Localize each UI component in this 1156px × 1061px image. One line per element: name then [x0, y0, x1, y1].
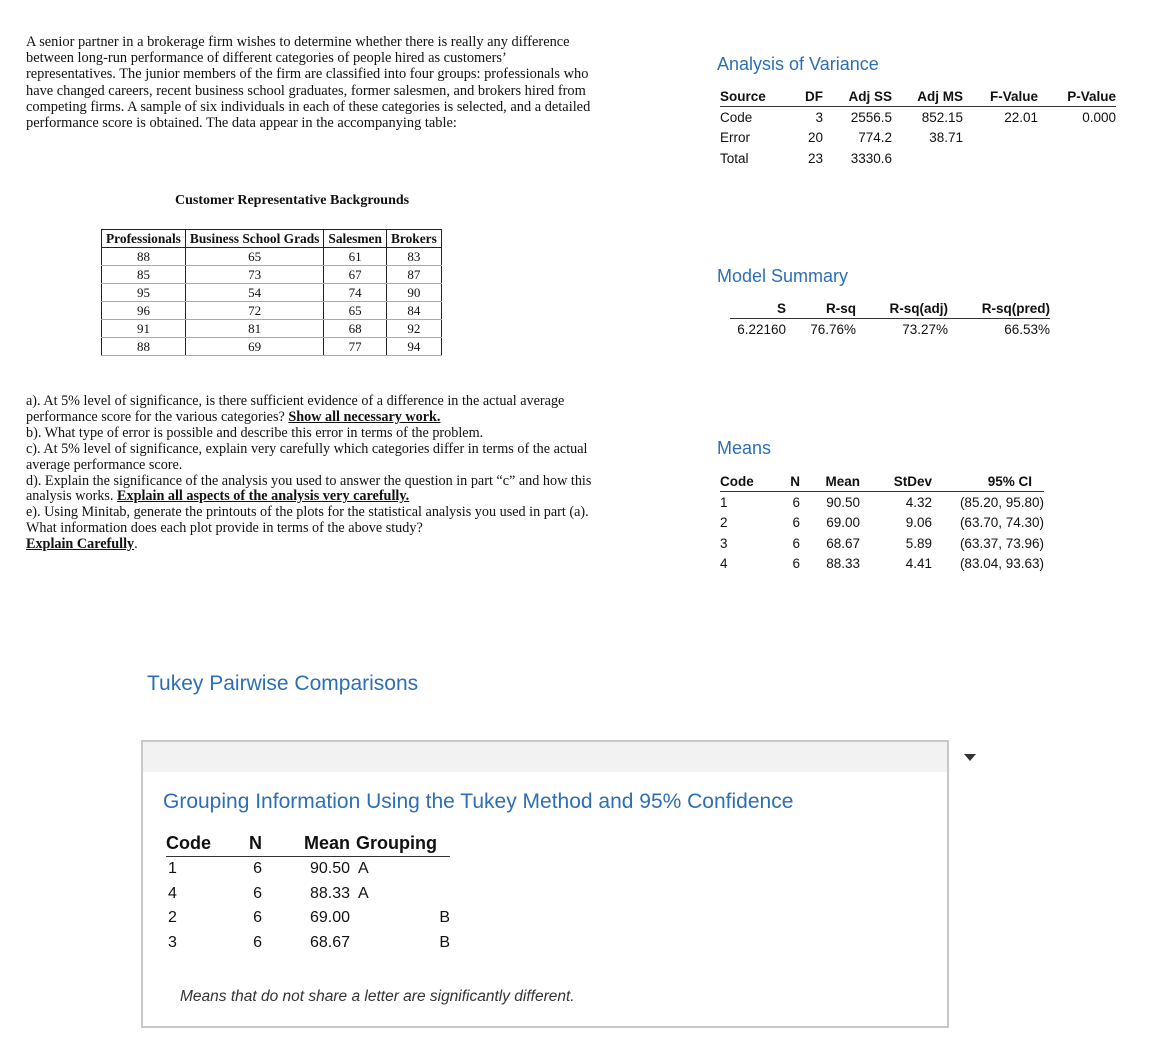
customer-table: [101, 229, 442, 356]
question-a-emphasis: Show all necessary work.: [288, 408, 441, 425]
question-d: [26, 474, 601, 506]
grouping-header-row: [166, 830, 450, 857]
means-header-stdev: StDev: [860, 471, 932, 492]
table-cell: 3330.6: [850, 150, 892, 166]
table-cell: 69: [185, 338, 323, 356]
table-cell: 88.33: [826, 556, 860, 572]
table-cell: 6: [792, 494, 800, 510]
table-row: [720, 533, 1044, 554]
table-cell: 65: [324, 302, 387, 320]
table-row: [730, 319, 1050, 340]
grouping-header-n: N: [228, 830, 262, 857]
grouping-header-grouping: Grouping: [350, 830, 450, 857]
grouping-title: Grouping Information Using the Tukey Method and 95% Confidence: [163, 790, 794, 813]
customer-table-title: Customer Representative Backgrounds: [175, 193, 410, 208]
table-cell: 90.50: [826, 494, 860, 510]
means-header-n: N: [770, 471, 800, 492]
grouping-letter: [350, 931, 390, 956]
table-cell: 88.33: [309, 884, 350, 902]
table-cell: [892, 148, 963, 169]
grouping-letter: [390, 857, 450, 882]
table-row: [720, 128, 1116, 149]
dropdown-arrow-icon[interactable]: [964, 754, 976, 761]
table-cell: 72: [185, 302, 323, 320]
grouping-header-mean: Mean: [262, 830, 350, 857]
table-cell: 77: [324, 338, 387, 356]
table-cell: 83: [386, 248, 441, 266]
table-cell: 73: [185, 266, 323, 284]
table-row: [166, 931, 450, 956]
model-header-r-sq: R-sq: [786, 298, 856, 319]
table-cell: 774.2: [858, 130, 892, 146]
table-row: [102, 302, 442, 320]
table-cell: 84: [386, 302, 441, 320]
table-row: [720, 554, 1044, 575]
anova-header-adj-ss: Adj SS: [823, 86, 892, 107]
table-cell: [1038, 128, 1116, 149]
grouping-letter: [350, 906, 390, 931]
model-summary-table: [730, 298, 1050, 340]
question-e-emphasis: Explain Carefully: [26, 536, 135, 553]
table-cell: 4: [720, 556, 728, 572]
question-e-text: e). Using Minitab, generate the printouts of the plots for the statistical analysis you used in part (a). What information does each plot provide in terms of the above study?: [26, 504, 589, 537]
table-cell: 20: [807, 130, 823, 146]
table-cell: 96: [102, 302, 186, 320]
table-cell: 95: [102, 284, 186, 302]
means-table: [720, 471, 1044, 574]
table-cell: (83.04, 93.63): [959, 556, 1044, 572]
table-cell: 0.000: [1082, 109, 1116, 125]
table-cell: 6: [253, 860, 262, 878]
table-cell: 6.22160: [737, 321, 786, 337]
table-row: [720, 513, 1044, 534]
table-cell: [1038, 148, 1116, 169]
table-cell: 66.53%: [1004, 321, 1050, 337]
table-cell: Code: [720, 109, 753, 125]
model-header-s: S: [730, 298, 786, 319]
table-cell: 9.06: [905, 515, 932, 531]
means-header-mean: Mean: [800, 471, 860, 492]
table-cell: 6: [792, 556, 800, 572]
question-e: [26, 505, 601, 553]
header-salesmen: Salesmen: [324, 230, 387, 248]
table-cell: 69.00: [826, 515, 860, 531]
question-a: [26, 394, 601, 426]
anova-header-source: Source: [720, 86, 784, 107]
table-cell: 6: [253, 884, 262, 902]
anova-header-f-value: F-Value: [963, 86, 1038, 107]
grouping-letter: B: [439, 933, 450, 951]
table-cell: 2: [720, 515, 728, 531]
table-cell: 38.71: [929, 130, 963, 146]
grouping-header-code: Code: [166, 830, 228, 857]
table-row: [720, 492, 1044, 513]
anova-header-df: DF: [784, 86, 823, 107]
table-row: [720, 107, 1116, 128]
model-summary-title: Model Summary: [717, 266, 849, 286]
grouping-table: [166, 830, 450, 955]
table-cell: 87: [386, 266, 441, 284]
table-cell: 22.01: [1004, 109, 1038, 125]
table-cell: 91: [102, 320, 186, 338]
table-cell: 88: [102, 248, 186, 266]
anova-header-row: [720, 86, 1116, 107]
table-row: [102, 320, 442, 338]
grouping-letter: B: [439, 909, 450, 927]
questions: [26, 394, 601, 553]
table-cell: 68.67: [826, 535, 860, 551]
means-title: Means: [717, 438, 772, 458]
model-header-r-sq-pred: R-sq(pred): [948, 298, 1050, 319]
tukey-panel: [141, 740, 949, 1028]
tukey-panel-header: [143, 742, 947, 772]
question-d-text: d). Explain the significance of the analysis you used to answer the question in part “c” and how this analysis works.: [26, 472, 592, 505]
table-cell: Error: [720, 130, 750, 146]
table-cell: [963, 128, 1038, 149]
table-cell: [963, 148, 1038, 169]
question-c: c). At 5% level of significance, explain very carefully which categories differ in terms of the actual average performance score.: [26, 440, 588, 473]
question-b: b). What type of error is possible and describe this error in terms of the problem.: [26, 424, 484, 441]
table-cell: 92: [386, 320, 441, 338]
table-cell: (63.37, 73.96): [959, 535, 1044, 551]
table-cell: 1: [720, 494, 728, 510]
question-e-period: .: [134, 536, 138, 553]
grouping-letter: A: [358, 860, 369, 878]
table-row: [102, 266, 442, 284]
header-business-school-grads: Business School Grads: [185, 230, 323, 248]
problem-intro: A senior partner in a brokerage firm wishes to determine whether there is really any difference between long-run performance of different categories of people hired as customers’ representatives. The junior members of the firm are classified into four groups: professionals who have changed careers, recent business school graduates, former salesmen, and brokers hired from competing firms. A sample of six individuals in each of these categories is selected, and a detailed performance score is obtained. The data appear in the accompanying table:: [26, 34, 591, 132]
anova-header-p-value: P-Value: [1038, 86, 1116, 107]
table-cell: 6: [253, 909, 262, 927]
tukey-title: Tukey Pairwise Comparisons: [147, 672, 419, 695]
table-cell: 2: [168, 909, 177, 927]
table-cell: 67: [324, 266, 387, 284]
table-cell: Total: [720, 150, 749, 166]
means-header-row: [720, 471, 1044, 492]
table-cell: 2556.5: [850, 109, 892, 125]
table-cell: 90.50: [309, 860, 350, 878]
table-cell: 85: [102, 266, 186, 284]
table-cell: 68: [324, 320, 387, 338]
table-cell: (63.70, 74.30): [959, 515, 1044, 531]
table-cell: 88: [102, 338, 186, 356]
grouping-letter: A: [358, 884, 369, 902]
anova-table: [720, 86, 1116, 169]
table-cell: 4.32: [905, 494, 932, 510]
anova-title: Analysis of Variance: [717, 54, 879, 74]
table-cell: 4.41: [905, 556, 932, 572]
table-cell: 6: [792, 515, 800, 531]
table-cell: 69.00: [309, 909, 350, 927]
table-cell: 5.89: [905, 535, 932, 551]
table-cell: 3: [720, 535, 728, 551]
table-cell: 74: [324, 284, 387, 302]
model-header-r-sq-adj: R-sq(adj): [856, 298, 948, 319]
header-brokers: Brokers: [386, 230, 441, 248]
table-row: [166, 906, 450, 931]
table-cell: 68.67: [309, 933, 350, 951]
table-row: [720, 148, 1116, 169]
table-cell: 81: [185, 320, 323, 338]
table-cell: (85.20, 95.80): [959, 494, 1044, 510]
means-header-ci: 95% CI: [932, 471, 1044, 492]
table-row: [102, 338, 442, 356]
table-cell: 852.15: [921, 109, 963, 125]
table-cell: 4: [168, 884, 177, 902]
grouping-letter: [390, 882, 450, 907]
model-summary-header-row: [730, 298, 1050, 319]
table-cell: 94: [386, 338, 441, 356]
table-cell: 76.76%: [810, 321, 856, 337]
table-cell: 1: [168, 860, 177, 878]
grouping-note: Means that do not share a letter are significantly different.: [180, 988, 575, 1005]
table-cell: 54: [185, 284, 323, 302]
table-cell: 3: [815, 109, 823, 125]
table-cell: 3: [168, 933, 177, 951]
table-cell: 73.27%: [902, 321, 948, 337]
anova-header-adj-ms: Adj MS: [892, 86, 963, 107]
table-cell: 6: [792, 535, 800, 551]
question-a-text: a). At 5% level of significance, is there sufficient evidence of a difference in the actual average performance score for the various categories?: [26, 393, 565, 425]
customer-table-header-row: [102, 230, 442, 248]
table-row: [102, 248, 442, 266]
table-row: [166, 857, 450, 882]
table-cell: 65: [185, 248, 323, 266]
table-cell: 23: [807, 150, 823, 166]
table-cell: 61: [324, 248, 387, 266]
question-d-emphasis: Explain all aspects of the analysis very carefully.: [117, 488, 410, 505]
table-row: [102, 284, 442, 302]
table-cell: 6: [253, 933, 262, 951]
table-row: [166, 882, 450, 907]
header-professionals: Professionals: [102, 230, 186, 248]
table-cell: 90: [386, 284, 441, 302]
means-header-code: Code: [720, 471, 770, 492]
